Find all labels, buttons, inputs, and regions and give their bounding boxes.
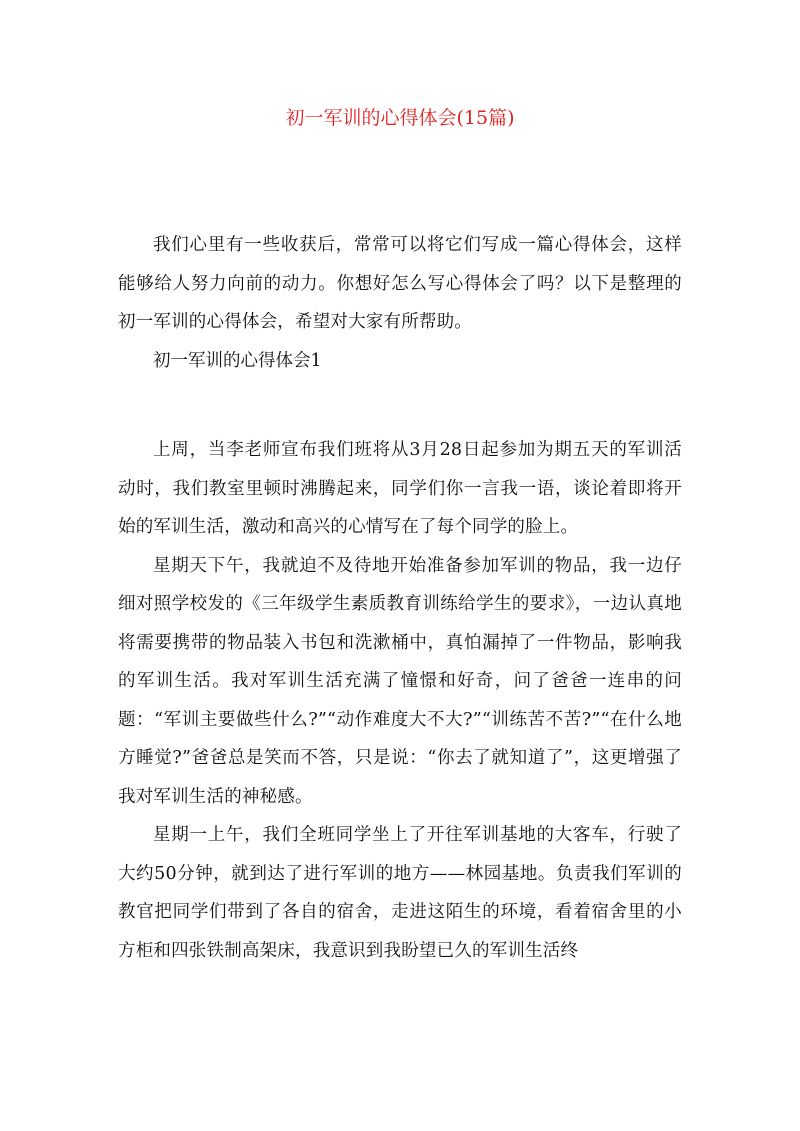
section-heading: 初一军训的心得体会1 bbox=[153, 350, 322, 371]
document-title: 初一军训的心得体会(15篇) bbox=[285, 107, 515, 129]
body-paragraph-3: 星期一上午，我们全班同学坐上了开往军训基地的大客车，行驶了大约50分钟，就到达了进行军训的地方——林园基地。负责我们军训的教官把同学们带到了各自的宿舍，走进这陌生的环境，看着宿舍里的小方柜和四张铁制高架床，我意识到我盼望已久的军训生活终 bbox=[118, 825, 682, 961]
intro-paragraph: 我们心里有一些收获后，常常可以将它们写成一篇心得体会，这样能够给人努力向前的动力。你想好怎么写心得体会了吗？以下是整理的初一军训的心得体会，希望对大家有所帮助。 bbox=[118, 235, 682, 332]
body-paragraph-1: 上周，当李老师宣布我们班将从3月28日起参加为期五天的军训活动时，我们教室里顿时沸腾起来，同学们你一言我一语，谈论着即将开始的军训生活，激动和高兴的心情写在了每个同学的脸上。 bbox=[118, 440, 682, 537]
body-paragraph-2: 星期天下午，我就迫不及待地开始准备参加军训的物品，我一边仔细对照学校发的《三年级学生素质教育训练给学生的要求》，一边认真地将需要携带的物品装入书包和洗漱桶中，真怕漏掉了一件物品，影响我的军训生活。我对军训生活充满了憧憬和好奇，问了爸爸一连串的问题：“军训主要做些什么?”“动作难度大不大?”“训练苦不苦?”“在什么地方睡觉?”爸爸总是笑而不答，只是说：“你去了就知道了”，这更增强了我对军训生活的神秘感。 bbox=[118, 555, 682, 807]
document-body bbox=[118, 226, 682, 970]
